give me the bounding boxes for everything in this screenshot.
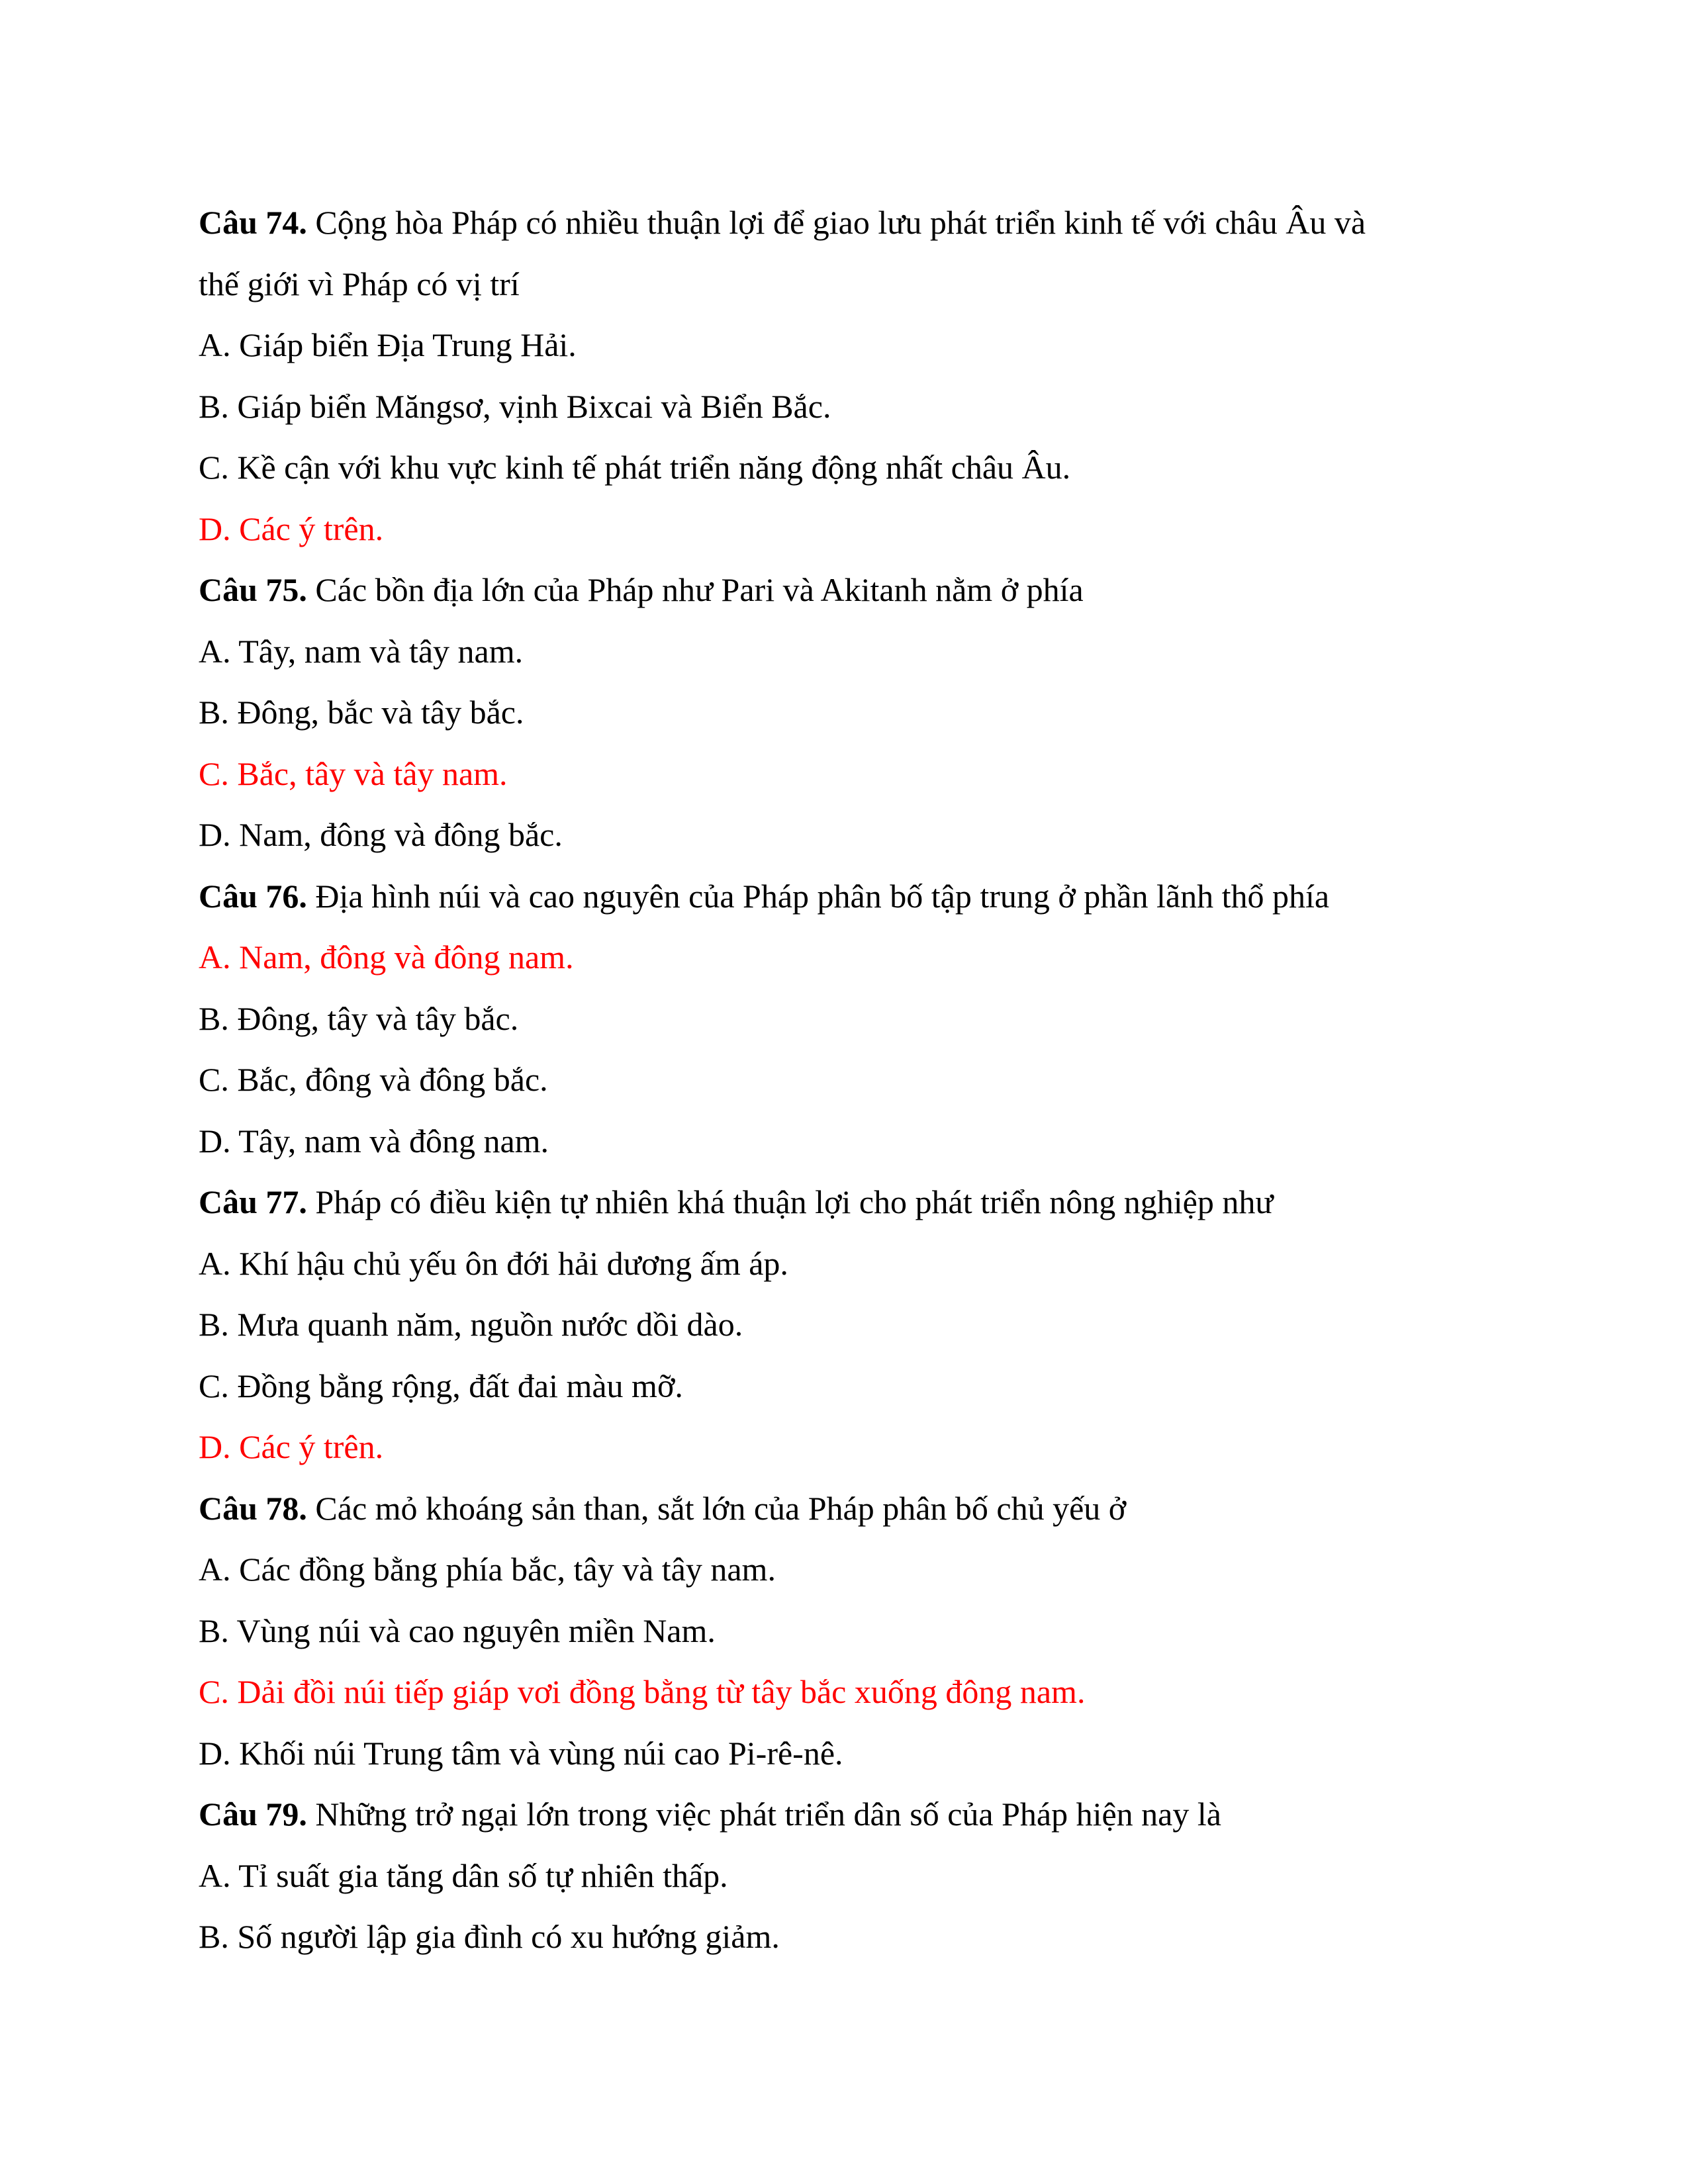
question-74-option-c: C. Kề cận với khu vực kinh tế phát triển năng động nhất châu Âu. bbox=[199, 449, 1071, 486]
question-77-option-d-correct: D. Các ý trên. bbox=[199, 1428, 384, 1465]
question-74-stem bbox=[199, 192, 1489, 253]
question-74-label: Câu 74. bbox=[199, 204, 307, 241]
question-79-text: Những trở ngại lớn trong việc phát triển dân số của Pháp hiện nay là bbox=[306, 1796, 1221, 1833]
question-75-text: Các bồn địa lớn của Pháp như Pari và Akitanh nằm ở phía bbox=[306, 571, 1084, 608]
question-78-option-b: B. Vùng núi và cao nguyên miền Nam. bbox=[199, 1612, 716, 1649]
question-74-text: Cộng hòa Pháp có nhiều thuận lợi để giao lưu phát triển kinh tế với châu Âu và bbox=[306, 204, 1366, 241]
question-78-option-c-correct: C. Dải đồi núi tiếp giáp vơi đồng bằng từ tây bắc xuống đông nam. bbox=[199, 1673, 1086, 1710]
question-77-label: Câu 77. bbox=[199, 1183, 307, 1220]
question-77-text: Pháp có điều kiện tự nhiên khá thuận lợi cho phát triển nông nghiệp như bbox=[306, 1183, 1274, 1220]
question-78-text: Các mỏ khoáng sản than, sắt lớn của Pháp phân bố chủ yếu ở bbox=[306, 1489, 1127, 1527]
question-79-option-b: B. Số người lập gia đình có xu hướng giảm. bbox=[199, 1918, 780, 1955]
question-78-option-a: A. Các đồng bằng phía bắc, tây và tây nam. bbox=[199, 1551, 776, 1588]
question-76-option-d: D. Tây, nam và đông nam. bbox=[199, 1122, 549, 1160]
question-74-stem-continued: thế giới vì Pháp có vị trí bbox=[199, 265, 520, 302]
question-74-option-b: B. Giáp biển Măngsơ, vịnh Bixcai và Biển Bắc. bbox=[199, 387, 831, 425]
question-79-stem bbox=[199, 1784, 1489, 1845]
question-75-option-b: B. Đông, bắc và tây bắc. bbox=[199, 694, 524, 731]
question-79-label: Câu 79. bbox=[199, 1796, 307, 1833]
question-76-text: Địa hình núi và cao nguyên của Pháp phân bố tập trung ở phần lãnh thổ phía bbox=[306, 877, 1330, 915]
question-75-option-c-correct: C. Bắc, tây và tây nam. bbox=[199, 754, 508, 792]
question-76-option-a-correct: A. Nam, đông và đông nam. bbox=[199, 938, 574, 976]
question-75-stem bbox=[199, 559, 1489, 621]
question-78-stem bbox=[199, 1478, 1489, 1539]
question-77-option-a: A. Khí hậu chủ yếu ôn đới hải dương ấm áp. bbox=[199, 1244, 788, 1282]
question-75-option-a: A. Tây, nam và tây nam. bbox=[199, 632, 524, 670]
question-74-option-a: A. Giáp biển Địa Trung Hải. bbox=[199, 326, 577, 363]
question-77-stem bbox=[199, 1171, 1489, 1233]
question-76-option-b: B. Đông, tây và tây bắc. bbox=[199, 999, 519, 1037]
question-78-label: Câu 78. bbox=[199, 1489, 307, 1527]
question-77-option-c: C. Đồng bằng rộng, đất đai màu mỡ. bbox=[199, 1367, 683, 1404]
question-74-option-d-correct: D. Các ý trên. bbox=[199, 510, 384, 547]
question-76-stem bbox=[199, 866, 1489, 927]
question-79-option-a: A. Tỉ suất gia tăng dân số tự nhiên thấp. bbox=[199, 1856, 728, 1894]
question-76-label: Câu 76. bbox=[199, 877, 307, 915]
question-77-option-b: B. Mưa quanh năm, nguồn nước dồi dào. bbox=[199, 1306, 743, 1343]
question-75-option-d: D. Nam, đông và đông bắc. bbox=[199, 816, 563, 853]
question-76-option-c: C. Bắc, đông và đông bắc. bbox=[199, 1061, 548, 1098]
question-75-label: Câu 75. bbox=[199, 571, 307, 608]
question-78-option-d: D. Khối núi Trung tâm và vùng núi cao Pi-rê-nê. bbox=[199, 1734, 843, 1772]
question-list bbox=[199, 192, 1489, 1968]
